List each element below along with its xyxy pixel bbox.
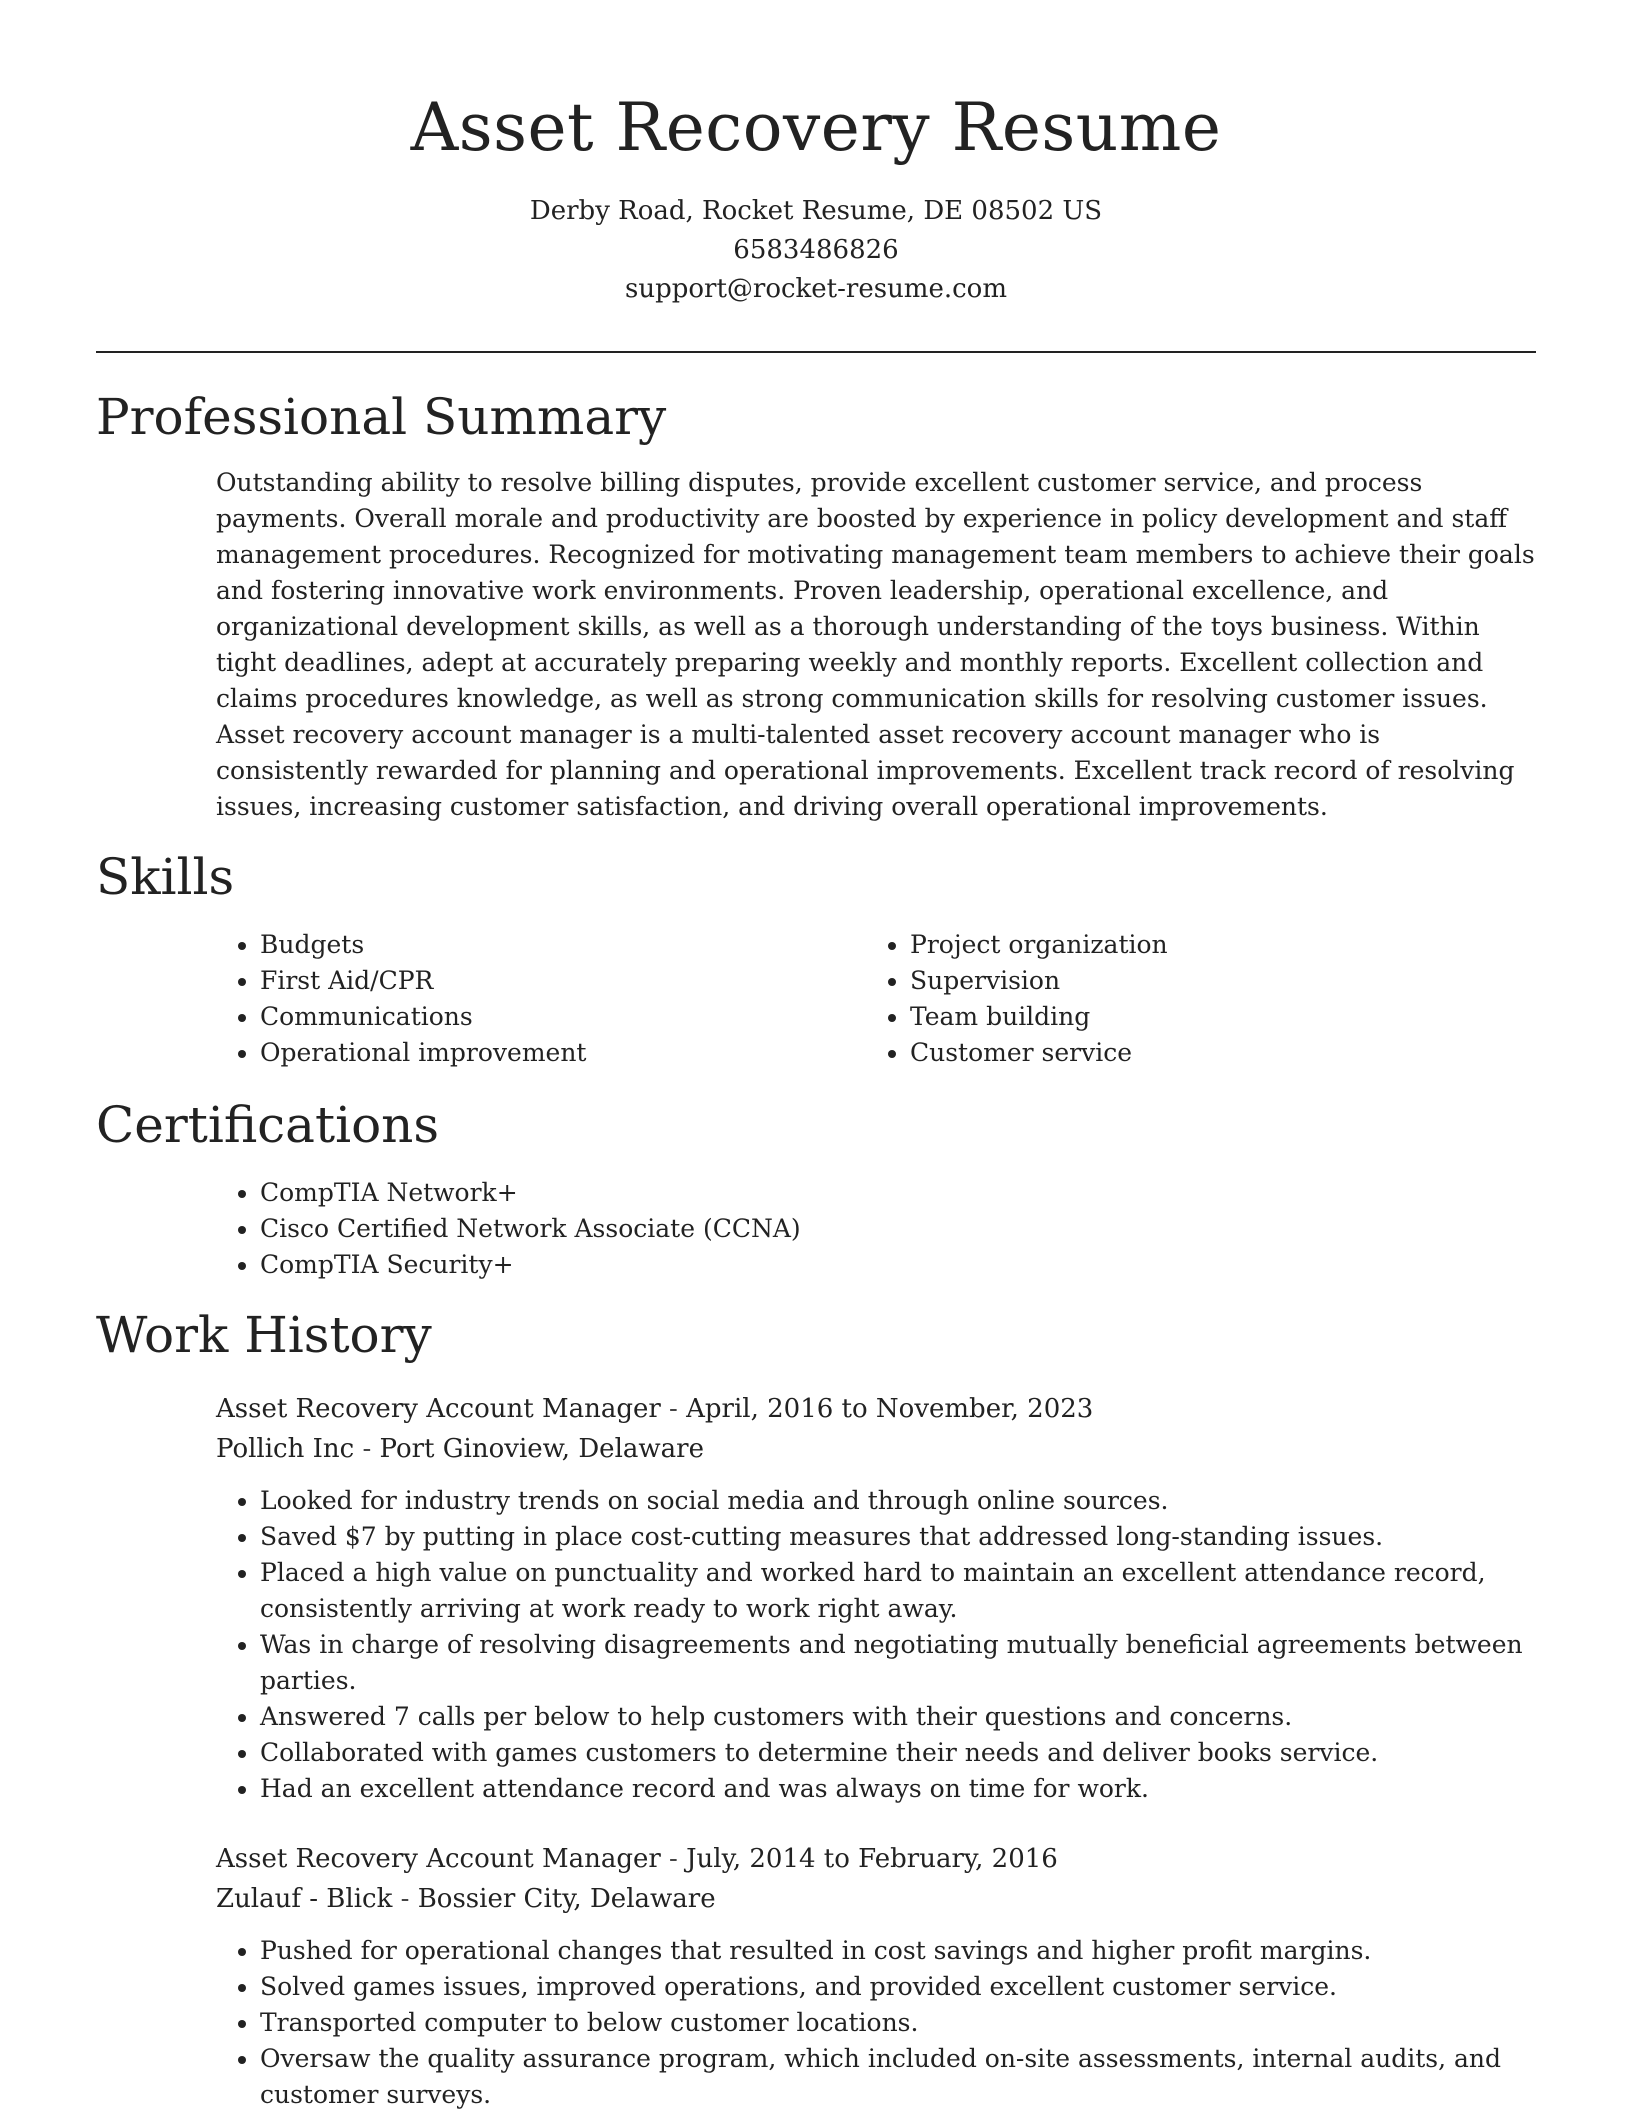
work-history-section xyxy=(96,1305,1536,2113)
certification-item: • CompTIA Security+ xyxy=(260,1247,1536,1283)
job-bullet: • Had an excellent attendance record and was always on time for work. xyxy=(260,1771,1536,1807)
skills-list-right xyxy=(866,927,1516,1071)
work-history-heading: Work History xyxy=(96,1306,432,1364)
skills-heading: Skills xyxy=(96,848,235,906)
job-company: Zulauf - Blick xyxy=(216,1884,393,1914)
job-bullet: • Solved games issues, improved operations, and provided excellent customer service. xyxy=(260,1969,1536,2005)
job-separator: - xyxy=(660,1844,687,1874)
skill-item: • Communications xyxy=(260,999,866,1035)
job-bullet: • Looked for industry trends on social media and through online sources. xyxy=(260,1483,1536,1519)
summary-text: Outstanding ability to resolve billing disputes, provide excellent customer service, and process payments. Overall morale and productivity are boosted by experience in policy development and staff management procedures. Recognized for motivating management team members to achieve their goals and fostering innovative work environments. Proven leadership, operational excellence, and organizational development skills, as well as a thorough understanding of the toys business. Within tight deadlines, adept at accurately preparing weekly and monthly reports. Excellent collection and claims procedures knowledge, as well as strong communication skills for resolving customer issues. Asset recovery account manager is a multi-talented asset recovery account manager who is consistently rewarded for planning and operational improvements. Excellent track record of resolving issues, increasing customer satisfaction, and driving overall operational improvements. xyxy=(216,468,1535,821)
skill-item: • Operational improvement xyxy=(260,1035,866,1071)
job-company: Pollich Inc xyxy=(216,1434,355,1464)
certifications-heading: Certifications xyxy=(96,1096,440,1154)
job-location: Bossier City, Delaware xyxy=(417,1884,716,1914)
skill-item: • Team building xyxy=(910,999,1516,1035)
job-title-line xyxy=(216,1839,1536,1879)
job-bullet: • Collaborated with games customers to determine their needs and deliver books service. xyxy=(260,1735,1536,1771)
resume-page xyxy=(96,0,1536,2113)
header-divider xyxy=(96,351,1536,353)
contact-address: Derby Road, Rocket Resume, DE 08502 US xyxy=(529,196,1103,226)
job-separator: - xyxy=(660,1394,687,1424)
certifications-section xyxy=(96,1095,1536,1283)
job-separator: - xyxy=(392,1884,418,1914)
certification-item: • Cisco Certified Network Associate (CCNA) xyxy=(260,1211,1536,1247)
job-title: Asset Recovery Account Manager xyxy=(216,1394,661,1424)
job-title-line xyxy=(216,1389,1536,1429)
skills-section xyxy=(96,847,1536,1071)
job-company-line xyxy=(216,1429,1536,1469)
job-bullet: • Transported computer to below customer locations. xyxy=(260,2005,1536,2041)
summary-heading: Professional Summary xyxy=(96,388,667,446)
contact-phone: 6583486826 xyxy=(733,235,899,265)
job-bullet: • Oversaw the quality assurance program, which included on-site assessments, internal audits, and customer surveys. xyxy=(260,2041,1536,2113)
job-bullets xyxy=(216,1483,1536,1807)
certifications-list xyxy=(216,1175,1536,1283)
job-title: Asset Recovery Account Manager xyxy=(216,1844,661,1874)
job-dates: July, 2014 to February, 2016 xyxy=(686,1844,1058,1874)
skill-item: • First Aid/CPR xyxy=(260,963,866,999)
job-entry xyxy=(216,1389,1536,1807)
resume-title: Asset Recovery Resume xyxy=(410,89,1222,166)
job-bullet: • Saved $7 by putting in place cost-cutting measures that addressed long-standing issues. xyxy=(260,1519,1536,1555)
job-location: Port Ginoview, Delaware xyxy=(379,1434,704,1464)
job-bullet: • Answered 7 calls per below to help customers with their questions and concerns. xyxy=(260,1699,1536,1735)
skill-item: • Customer service xyxy=(910,1035,1516,1071)
job-bullets xyxy=(216,1933,1536,2113)
skills-list-left xyxy=(216,927,866,1071)
job-company-line xyxy=(216,1879,1536,1919)
job-bullet: • Was in charge of resolving disagreements and negotiating mutually beneficial agreements between parties. xyxy=(260,1627,1536,1699)
job-separator: - xyxy=(354,1434,380,1464)
summary-section xyxy=(96,387,1536,825)
contact-block xyxy=(96,192,1536,309)
contact-email: support@rocket-resume.com xyxy=(624,274,1007,304)
skill-item: • Budgets xyxy=(260,927,866,963)
job-bullet: • Pushed for operational changes that resulted in cost savings and higher profit margins. xyxy=(260,1933,1536,1969)
job-dates: April, 2016 to November, 2023 xyxy=(686,1394,1094,1424)
skill-item: • Supervision xyxy=(910,963,1516,999)
certification-item: • CompTIA Network+ xyxy=(260,1175,1536,1211)
job-bullet: • Placed a high value on punctuality and worked hard to maintain an excellent attendance record, consistently arriving at work ready to work right away. xyxy=(260,1555,1536,1627)
resume-header xyxy=(96,0,1536,309)
skills-columns xyxy=(216,927,1536,1071)
job-entry xyxy=(216,1839,1536,2113)
skill-item: • Project organization xyxy=(910,927,1516,963)
